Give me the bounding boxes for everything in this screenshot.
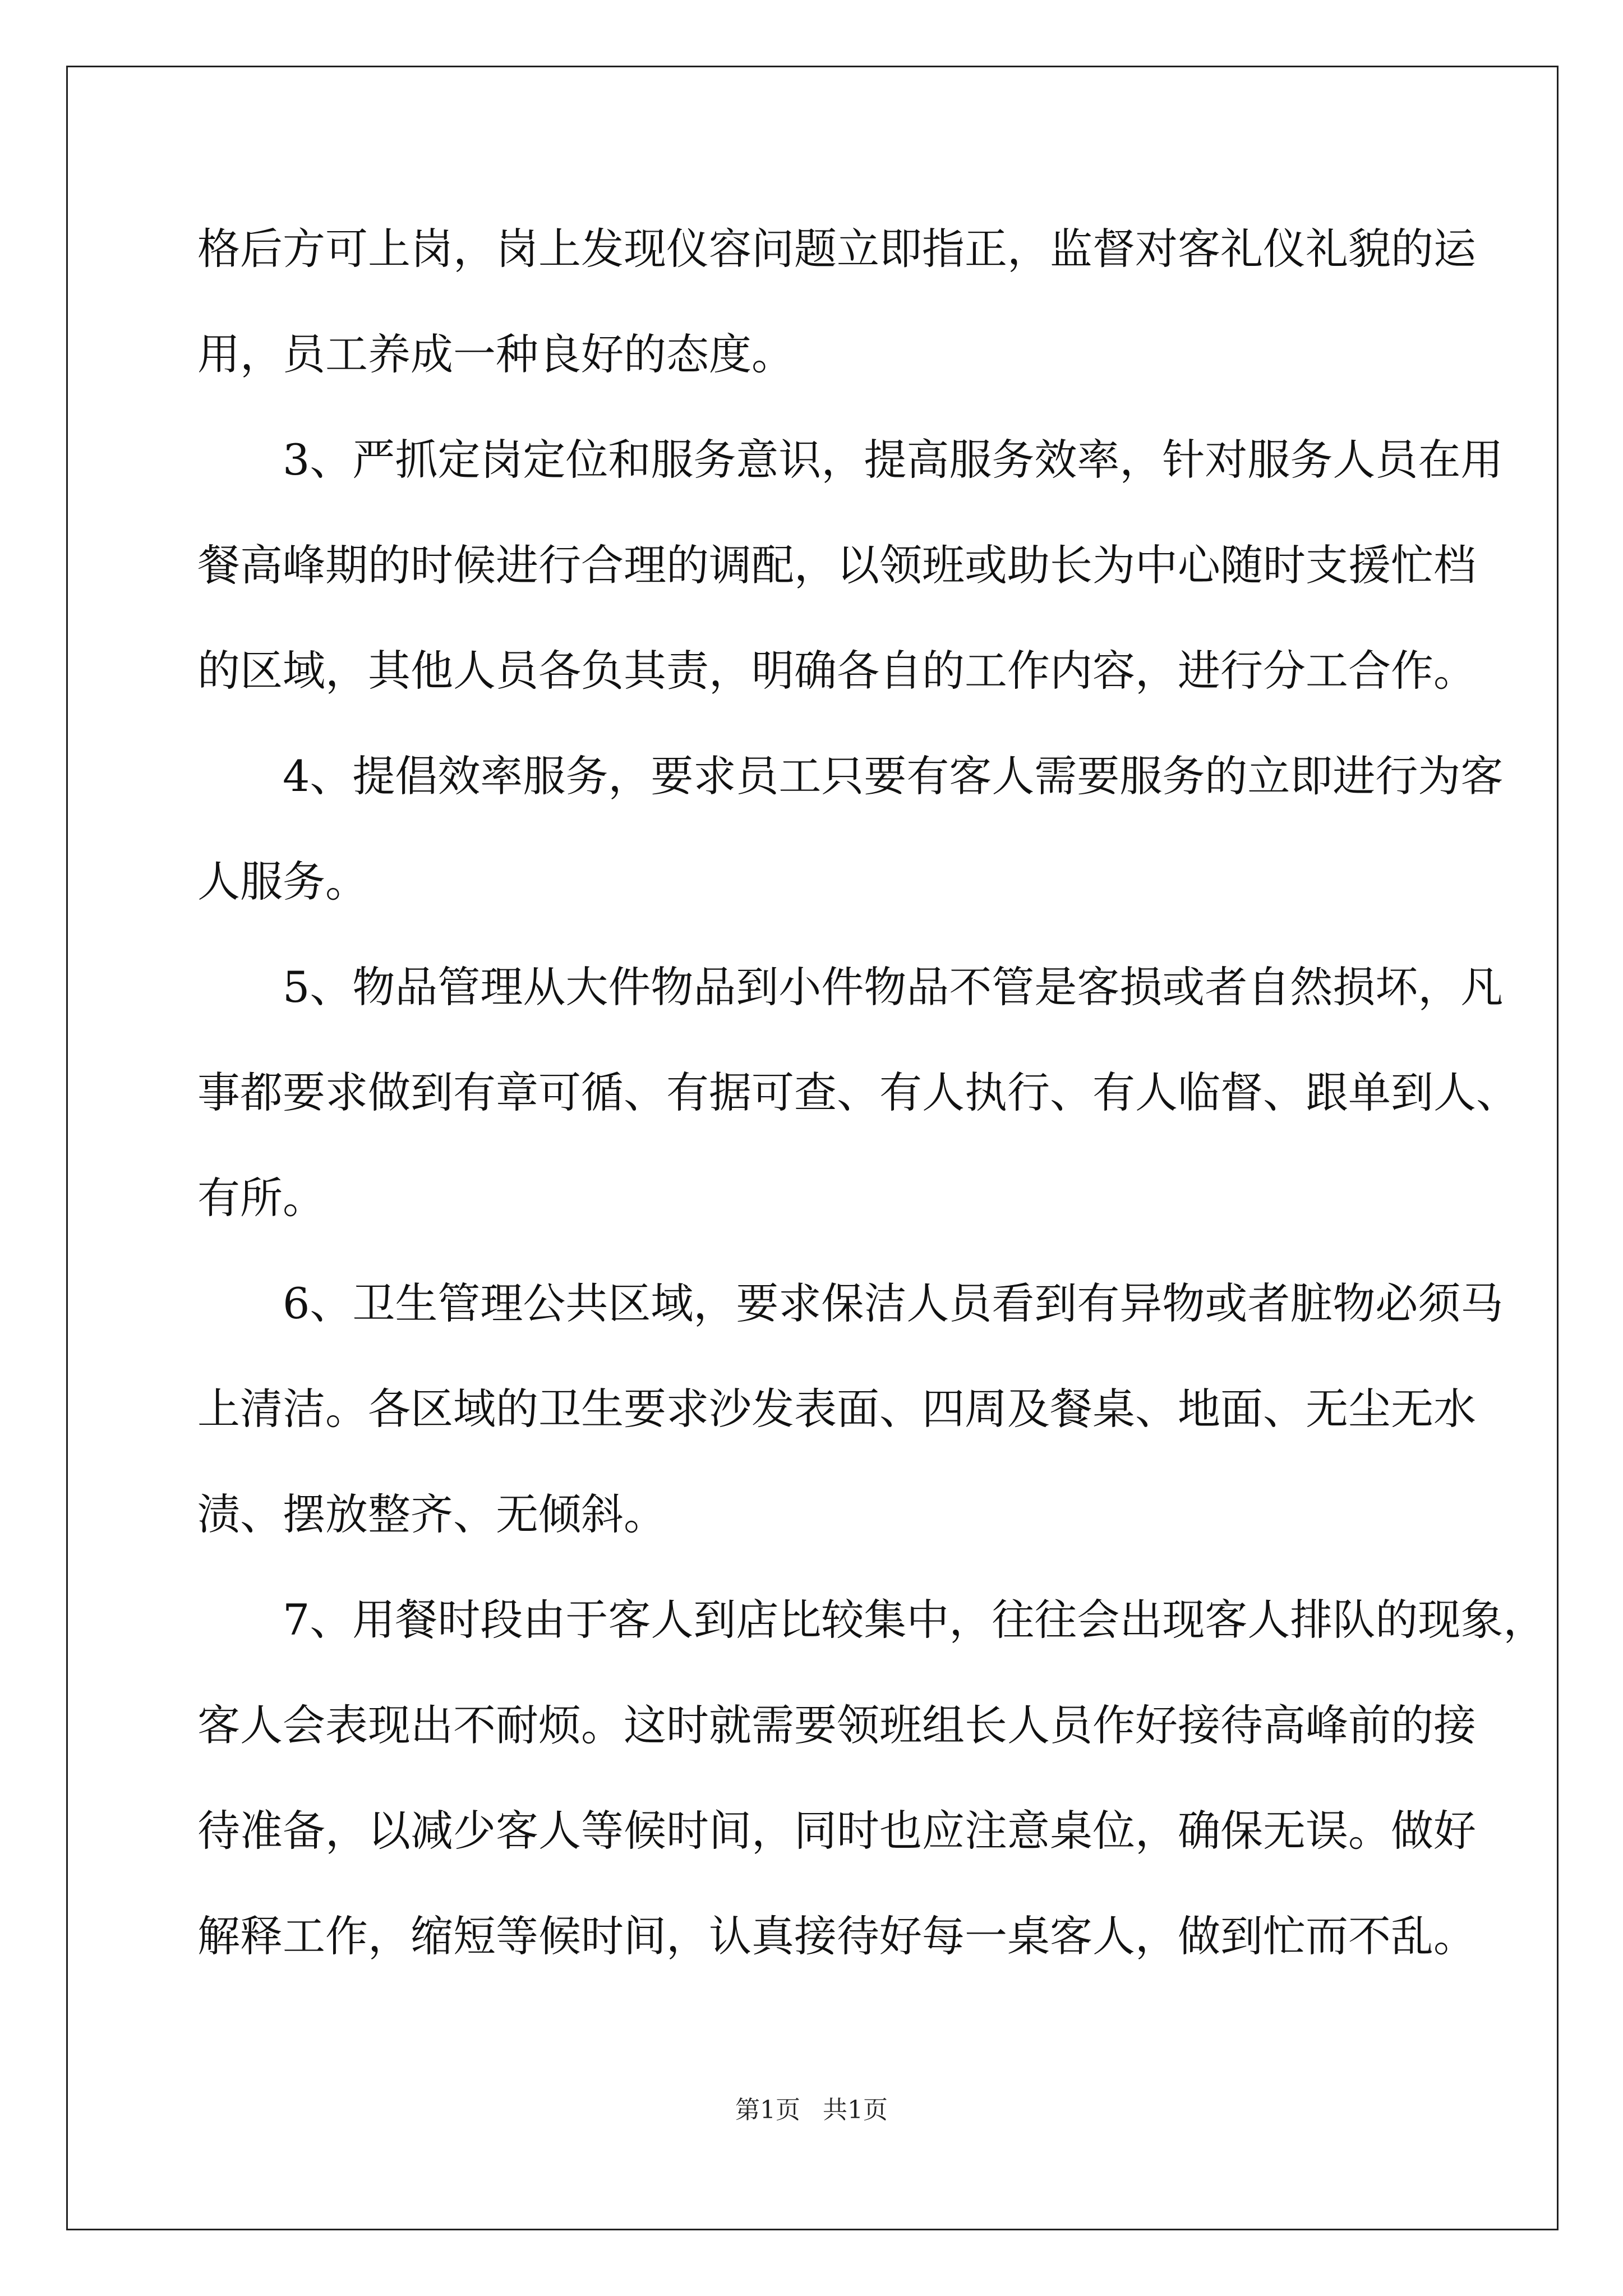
- text-line: 餐高峰期的时候进行合理的调配，以领班或助长为中心随时支援忙档: [197, 540, 1476, 590]
- text-line: 3、严抓定岗定位和服务意识，提高服务效率，针对服务人员在用: [283, 435, 1504, 485]
- text-line: 6、卫生管理公共区域，要求保洁人员看到有异物或者脏物必须马: [283, 1278, 1504, 1328]
- page-total: 共1页: [823, 2096, 888, 2124]
- page-number: 第1页: [735, 2096, 800, 2124]
- page-footer: [0, 2090, 1623, 2125]
- text-line: 的区域，其他人员各负其责，明确各自的工作内容，进行分工合作。: [197, 646, 1476, 696]
- document-body: [197, 216, 1546, 2009]
- text-line: 有所。: [197, 1173, 325, 1223]
- text-line: 待准备，以减少客人等候时间，同时也应注意桌位，确保无误。做好: [197, 1806, 1476, 1856]
- text-line: 上清洁。各区域的卫生要求沙发表面、四周及餐桌、地面、无尘无水: [197, 1384, 1476, 1434]
- text-line: 事都要求做到有章可循、有据可查、有人执行、有人临督、跟单到人、: [197, 1068, 1519, 1117]
- text-line: 客人会表现出不耐烦。这时就需要领班组长人员作好接待高峰前的接: [197, 1700, 1476, 1750]
- text-line: 解释工作，缩短等候时间，认真接待好每一桌客人，做到忙而不乱。: [197, 1911, 1476, 1961]
- text-line: 4、提倡效率服务，要求员工只要有客人需要服务的立即进行为客: [283, 751, 1504, 801]
- text-line: 7、用餐时段由于客人到店比较集中，往往会出现客人排队的现象，: [283, 1595, 1546, 1645]
- text-line: 用，员工养成一种良好的态度。: [197, 329, 794, 379]
- text-line: 人服务。: [197, 857, 368, 907]
- text-line: 5、物品管理从大件物品到小件物品不管是客损或者自然损坏，凡: [283, 962, 1504, 1012]
- text-line: 格后方可上岗，岗上发现仪容问题立即指正，监督对客礼仪礼貌的运: [197, 224, 1476, 274]
- text-line: 渍、摆放整齐、无倾斜。: [197, 1489, 666, 1539]
